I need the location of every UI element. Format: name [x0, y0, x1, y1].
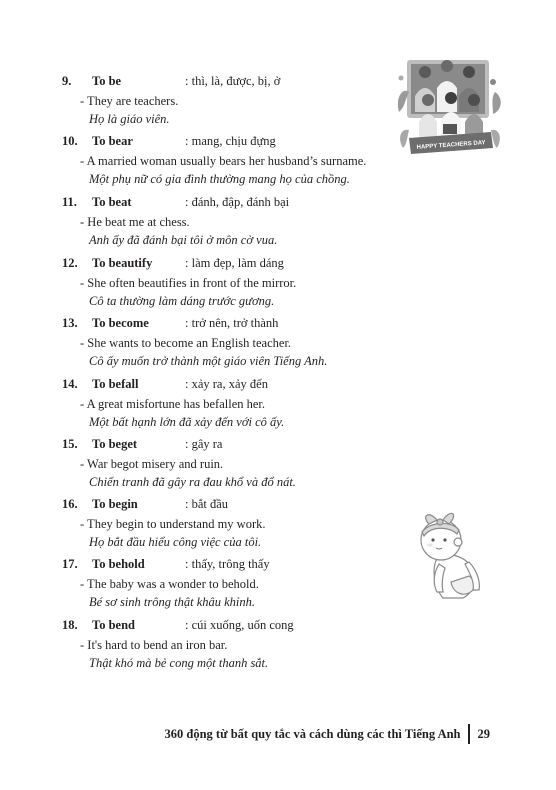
entry-verb: To bend — [92, 618, 135, 632]
example-english: - She often beautifies in front of the mirror. — [80, 276, 297, 290]
dictionary-entry — [62, 497, 402, 553]
entry-meaning: : gây ra — [185, 437, 223, 451]
entry-number: 13. — [62, 316, 78, 330]
entry-number: 12. — [62, 256, 78, 270]
example-english: - The baby was a wonder to behold. — [80, 577, 259, 591]
example-english: - They are teachers. — [80, 94, 179, 108]
page-footer — [165, 724, 490, 744]
entry-verb: To beget — [92, 437, 138, 451]
example-english: - She wants to become an English teacher. — [80, 336, 292, 350]
example-vietnamese: Cô ấy muốn trở thành một giáo viên Tiếng Anh. — [89, 354, 328, 368]
example-vietnamese: Một bất hạnh lớn đã xảy đến với cô ấy. — [89, 415, 285, 429]
entry-verb: To befall — [92, 377, 139, 391]
dictionary-entry — [62, 557, 402, 613]
example-english: - War begot misery and ruin. — [80, 457, 224, 471]
entry-verb: To become — [92, 316, 149, 330]
entry-meaning: : trở nên, trở thành — [185, 316, 279, 330]
example-vietnamese: Họ là giáo viên. — [89, 112, 170, 126]
example-english: - It's hard to bend an iron bar. — [80, 638, 228, 652]
entry-number: 16. — [62, 497, 78, 511]
example-vietnamese: Họ bắt đầu hiểu công việc của tôi. — [89, 535, 262, 549]
entry-verb: To be — [92, 74, 122, 88]
entry-number: 11. — [62, 195, 77, 209]
entry-meaning: : xảy ra, xảy đến — [185, 377, 268, 391]
entry-meaning: : mang, chịu đựng — [185, 134, 276, 148]
dictionary-entry — [62, 316, 402, 372]
example-vietnamese: Cô ta thường làm dáng trước gương. — [89, 294, 275, 308]
entry-verb: To behold — [92, 557, 145, 571]
entry-meaning: : đánh, đập, đánh bại — [185, 195, 290, 209]
entry-number: 14. — [62, 377, 78, 391]
entry-meaning: : thấy, trông thấy — [185, 557, 270, 571]
dictionary-entry — [62, 134, 402, 190]
example-english: - They begin to understand my work. — [80, 517, 266, 531]
example-english: - A married woman usually bears her husband’s surname. — [80, 154, 367, 168]
entry-meaning: : cúi xuống, uốn cong — [185, 618, 294, 632]
entry-number: 9. — [62, 74, 72, 88]
entry-verb: To bear — [92, 134, 133, 148]
example-vietnamese: Chiến tranh đã gây ra đau khổ và đổ nát. — [89, 475, 296, 489]
baby-illustration — [403, 494, 483, 606]
dictionary-entry — [62, 195, 402, 251]
dictionary-entry — [62, 377, 402, 433]
example-english: - A great misfortune has befallen her. — [80, 397, 266, 411]
book-title: 360 động từ bất quy tắc và cách dùng các thì Tiếng Anh — [164, 726, 461, 741]
dictionary-entry — [62, 256, 402, 312]
example-english: - He beat me at chess. — [80, 215, 190, 229]
entry-number: 15. — [62, 437, 78, 451]
entry-meaning: : làm đẹp, làm dáng — [185, 256, 284, 270]
dictionary-entry — [62, 74, 402, 130]
example-vietnamese: Một phụ nữ có gia đình thường mang họ của chồng. — [89, 172, 350, 186]
entry-meaning: : thì, là, được, bị, ở — [185, 74, 281, 88]
example-vietnamese: Thật khó mà bẻ cong một thanh sắt. — [89, 656, 269, 670]
entry-number: 10. — [62, 134, 78, 148]
dictionary-entry — [62, 618, 402, 674]
footer-divider — [468, 724, 470, 744]
example-vietnamese: Bé sơ sinh trông thật khâu khỉnh. — [89, 595, 256, 609]
entry-verb: To beautify — [92, 256, 153, 270]
page-number: 29 — [477, 726, 490, 741]
entry-verb: To begin — [92, 497, 138, 511]
dictionary-entry — [62, 437, 402, 493]
entry-verb: To beat — [92, 195, 132, 209]
teachers-day-illustration — [395, 52, 505, 164]
entry-number: 17. — [62, 557, 78, 571]
example-vietnamese: Anh ấy đã đánh bại tôi ở môn cờ vua. — [89, 233, 278, 247]
banner-text: HAPPY TEACHERS DAY — [416, 140, 486, 151]
entry-meaning: : bắt đầu — [185, 497, 229, 511]
entry-number: 18. — [62, 618, 78, 632]
